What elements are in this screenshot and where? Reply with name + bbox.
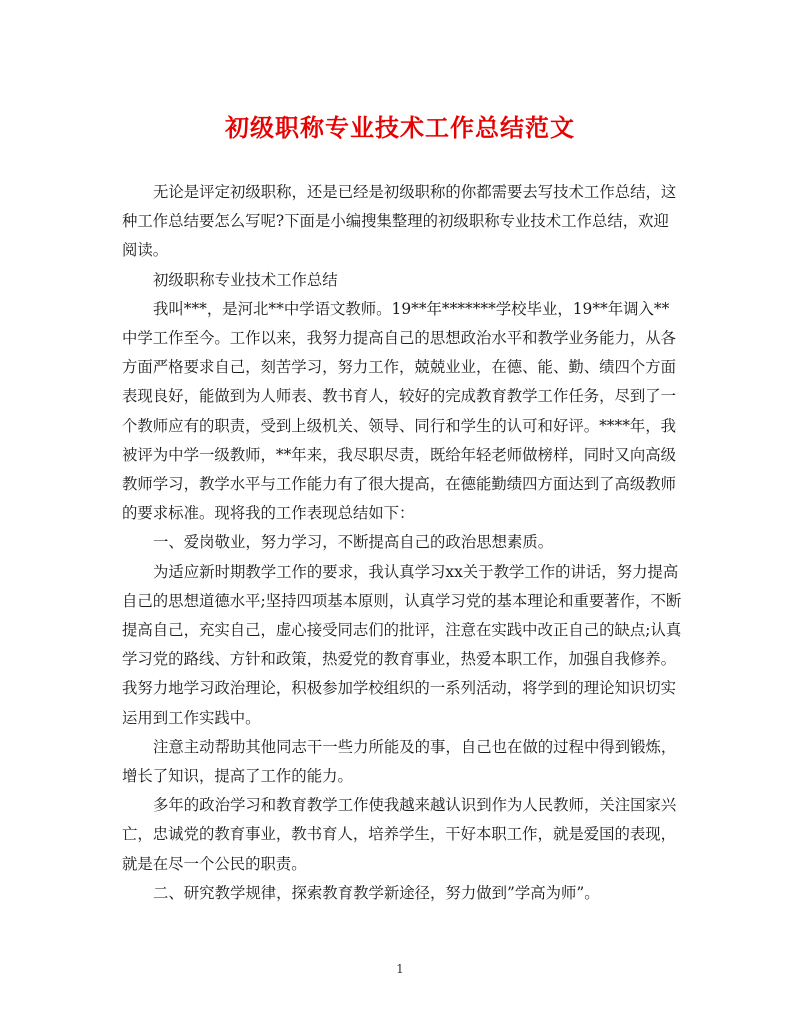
paragraph-patriotism: 多年的政治学习和教育教学工作使我越来越认识到作为人民教师，关注国家兴亡，忠诚党的教育事业，教书育人，培养学生，干好本职工作，就是爱国的表现，就是在尽一个公民的职责。 [122, 796, 677, 873]
paragraph-self-intro: 我叫***，是河北**中学语文教师。19**年*******学校毕业，19**年调入**中学工作至今。工作以来，我努力提高自己的思想政治水平和教学业务能力，从各方面严格要求自己，刻苦学习，努力工作，兢兢业业，在德、能、勤、绩四个方面表现良好，能做到为人师表、教书育人，较好的完成教育教学工作任务，尽到了一个教师应有的职责，受到上级机关、领导、同行和学生的认可和好评。****年，我被评为中学一级教师，**年来，我尽职尽责，既给年轻老师做榜样，同时又向高级教师学习，教学水平与工作能力有了很大提高，在德能勤绩四方面达到了高级教师的要求标准。现将我的工作表现总结如下： [122, 299, 677, 523]
paragraph-help-others: 注意主动帮助其他同志干一些力所能及的事，自己也在做的过程中得到锻炼，增长了知识，提高了工作的能力。 [122, 737, 677, 786]
document-body [122, 178, 682, 908]
document-title: 初级职称专业技术工作总结范文 [225, 113, 575, 142]
section-heading-1: 一、爱岗敬业，努力学习，不断提高自己的政治思想素质。 [153, 533, 554, 552]
paragraph-subtitle: 初级职称专业技术工作总结 [153, 270, 338, 289]
paragraph-intro: 无论是评定初级职称，还是已经是初级职称的你都需要去写技术工作总结，这种工作总结要怎么写呢?下面是小编搜集整理的初级职称专业技术工作总结，欢迎阅读。 [122, 183, 677, 260]
section-heading-2: 二、研究教学规律，探索教育教学新途径，努力做到”学高为师”。 [153, 883, 600, 902]
page-number: 1 [396, 962, 404, 976]
paragraph-study: 为适应新时期教学工作的要求，我认真学习xx关于教学工作的讲话，努力提高自己的思想道德水平;坚持四项基本原则，认真学习党的基本理论和重要著作，不断提高自己，充实自己，虚心接受同志们的批评，注意在实践中改正自己的缺点;认真学习党的路线、方针和政策，热爱党的教育事业，热爱本职工作，加强自我修养。我努力地学习政治理论，积极参加学校组织的一系列活动，将学到的理论知识切实运用到工作实践中。 [122, 562, 682, 727]
